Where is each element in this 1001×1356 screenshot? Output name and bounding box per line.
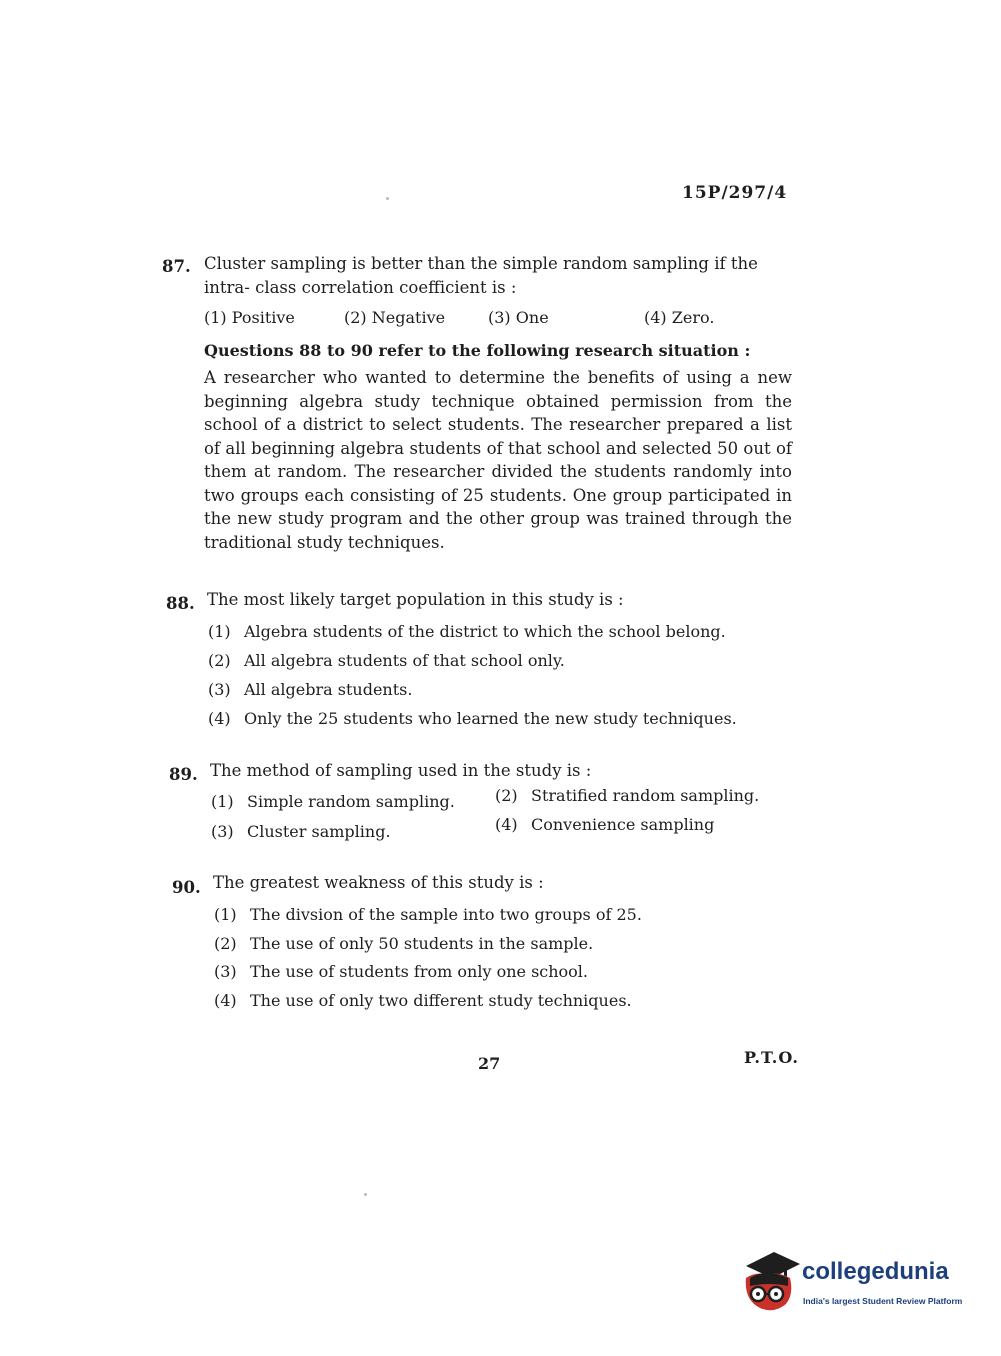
question-89-option-2: (2) Stratified random sampling. — [495, 786, 760, 805]
situation-text: A researcher who wanted to determine the benefits of using a new beginning algebra study technique obtained permission from the school of a district to select students. The researcher prepared a list of all beginning algebra students of that school and selected 50 out of them at random. The researcher divided the students randomly into two groups each consisting of 25 students. One group participated in the new study program and the other group was trained through the traditional study techniques. — [204, 368, 792, 552]
scan-speck — [364, 1193, 367, 1196]
question-89-option-4: (4) Convenience sampling — [495, 815, 715, 834]
question-89-number: 89. — [169, 765, 198, 784]
option: (2) Negative — [344, 308, 446, 327]
question-89-option-1: (1) Simple random sampling. — [211, 792, 455, 811]
question-88-option-3: (3) All algebra students. — [208, 680, 413, 699]
collegedunia-logo — [740, 1248, 970, 1318]
question-88-number: 88. — [166, 594, 195, 613]
question-87-line2: intra- class correlation coefficient is : — [204, 278, 517, 297]
question-90-stem: The greatest weakness of this study is : — [213, 873, 544, 892]
option: (3) One — [488, 308, 549, 327]
logo-wordmark: collegedunia — [802, 1258, 949, 1285]
option: (1) Positive — [204, 308, 295, 327]
question-88-option-1: (1) Algebra students of the district to which the school belong. — [208, 622, 726, 641]
question-89-option-3: (3) Cluster sampling. — [211, 822, 391, 841]
paper-code: 15P/297/4 — [682, 183, 788, 203]
question-90-option-2: (2) The use of only 50 students in the sample. — [214, 934, 594, 953]
question-87-line1: Cluster sampling is better than the simple random sampling if the — [204, 254, 758, 273]
question-90-number: 90. — [172, 878, 201, 897]
question-90-option-1: (1) The divsion of the sample into two groups of 25. — [214, 905, 642, 924]
option: (4) Zero. — [644, 308, 715, 327]
question-87-number: 87. — [162, 257, 191, 276]
question-88-option-4: (4) Only the 25 students who learned the new study techniques. — [208, 709, 737, 728]
situation-heading: Questions 88 to 90 refer to the following research situation : — [204, 341, 751, 360]
question-88-option-2: (2) All algebra students of that school only. — [208, 651, 565, 670]
question-88-stem: The most likely target population in this study is : — [207, 590, 624, 609]
logo-tagline: India's largest Student Review Platform — [803, 1296, 963, 1306]
question-89-stem: The method of sampling used in the study is : — [210, 761, 592, 780]
question-87-options — [204, 308, 714, 327]
page-number: 27 — [478, 1054, 501, 1073]
pto-label: P.T.O. — [744, 1048, 799, 1067]
scan-speck — [386, 197, 389, 200]
question-90-option-4: (4) The use of only two different study techniques. — [214, 991, 632, 1010]
student-mascot-icon — [740, 1248, 802, 1314]
question-90-option-3: (3) The use of students from only one school. — [214, 962, 589, 981]
